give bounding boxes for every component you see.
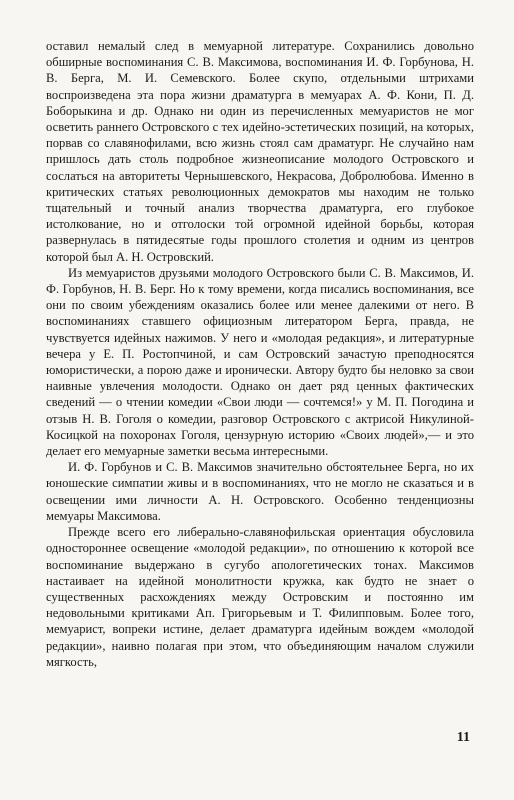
paragraph: И. Ф. Горбунов и С. В. Максимов значительно обстоятельнее Берга, но их юношеские симпатии живы и в воспоминаниях, что не могло не сказаться и в освещении ими личности А. Н. Островского. Особенно тенденциозны мемуары Максимова. [46, 460, 474, 523]
paragraph: Прежде всего его либерально-славянофильская ориентация обусловила одностороннее освещение «молодой редакции», по отношению к которой все воспоминание выдержано в сугубо апологетических тонах. Максимов настаивает на идейной монолитности кружка, как будто не знает о существенных расхождениях между Островским и постоянно им недовольными критиками Ап. Григорьевым и Т. Филипповым. Более того, мемуарист, вопреки истине, делает драматурга идейным вождем «молодой редакции», наивно полагая при этом, что объединяющим началом служили мягкость, [46, 525, 474, 669]
body-text [46, 38, 474, 670]
page-number: 11 [456, 730, 470, 745]
paragraph: Из мемуаристов друзьями молодого Островского были С. В. Максимов, И. Ф. Горбунов, Н. В. Берг. Но к тому времени, когда писались воспоминания, все они по своим убеждениям оказались более или менее далекими от него. В воспоминаниях ставшего официозным литератором Берга, правда, не чувствуется идейных нажимов. У него и «молодая редакция», и литературные вечера у Е. П. Ростопчиной, и сам Островский зачастую преподносятся юмористически, а порою даже и иронически. Автору будто бы неловко за свои наивные увлечения молодости. Однако он дает ряд ценных фактических сведений — о чтении комедии «Свои люди — сочтемся!» у М. П. Погодина и отзыв Н. В. Гоголя о комедии, разговор Островского с актрисой Никулиной-Косицкой на похоронах Гоголя, цензурную историю «Своих людей»,— и это делает его мемуарные заметки весьма интересными. [46, 265, 474, 459]
paragraph-continued: оставил немалый след в мемуарной литературе. Сохранились довольно обширные воспоминания С. В. Максимова, воспоминания И. Ф. Горбунова, Н. В. Берга, М. И. Семевского. Более скупо, отдельными штрихами воспроизведена эта пора жизни драматурга в мемуарах А. Ф. Кони, П. Д. Боборыкина и др. Однако ни один из перечисленных мемуаристов не мог осветить раннего Островского с тех идейно-эстетических позиций, на которых, порвав со славянофилами, всю жизнь стоял сам драматург. Не случайно нам пришлось дать столь подробное жизнеописание молодого Островского и сослаться на авторитеты Чернышевского, Некрасова, Добролюбова. Именно в критических статьях революционных демократов мы находим не только тщательный и точный анализ творчества драматурга, его глубокое истолкование, но и отголоски той огромной идейной борьбы, которая развернулась в пятидесятые годы прошлого столетия и одним из центров которой был А. Н. Островский. [46, 39, 474, 264]
